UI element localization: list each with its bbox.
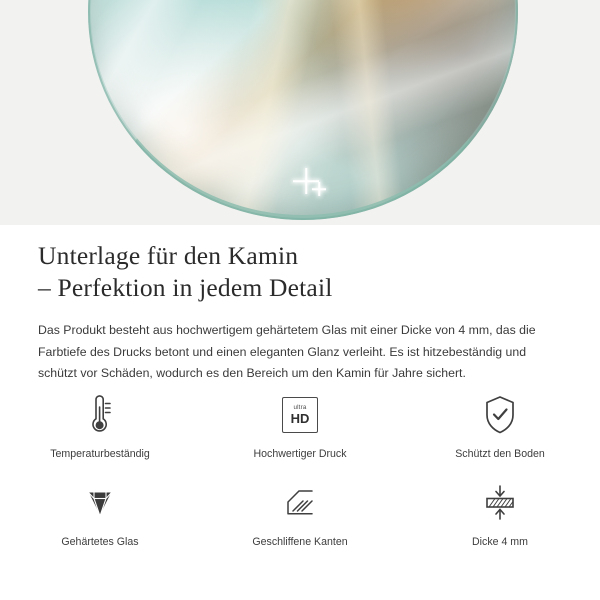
badge-bottom-text: HD [290,411,310,427]
body-text: Das Produkt besteht aus hochwertigem gehärtetem Glas mit einer Dicke von 4 mm, das die Farbtiefe des Drucks betont und einen eleganten Glanz verleiht. Es ist hitzebeständig und schützt vor Schäden, wodurch es den Bereich um den Kamin für Jahre sichert. [38,323,536,380]
feature-label: Temperaturbeständig [50,448,150,460]
headline-line-1: Unterlage für den Kamin [38,241,299,270]
hero-image [0,0,600,225]
badge-top-text: ultra [293,403,307,411]
feature-item-thickness [400,480,600,549]
feature-item-print-quality [200,392,400,461]
feature-item-tempered-glass [0,480,200,549]
headline-line-2: – Perfektion in jedem Detail [38,273,333,302]
feature-label: Schützt den Boden [455,448,545,460]
feature-item-temperature [0,392,200,461]
glass-disc-image [88,0,518,220]
content-block [0,225,600,385]
thickness-icon [479,480,521,526]
ultra-hd-icon [282,392,318,438]
feature-item-polished-edges [200,480,400,549]
page-title [0,225,600,304]
thermometer-icon [80,392,120,438]
shield-check-icon [480,392,520,438]
feature-label: Dicke 4 mm [472,536,528,548]
feature-label: Gehärtetes Glas [61,536,139,548]
feature-label: Geschliffene Kanten [252,536,348,548]
polished-edges-icon [279,480,321,526]
feature-label: Hochwertiger Druck [253,448,347,460]
feature-item-floor-protection [400,392,600,461]
feature-grid [0,392,600,549]
diamond-icon [78,480,122,526]
